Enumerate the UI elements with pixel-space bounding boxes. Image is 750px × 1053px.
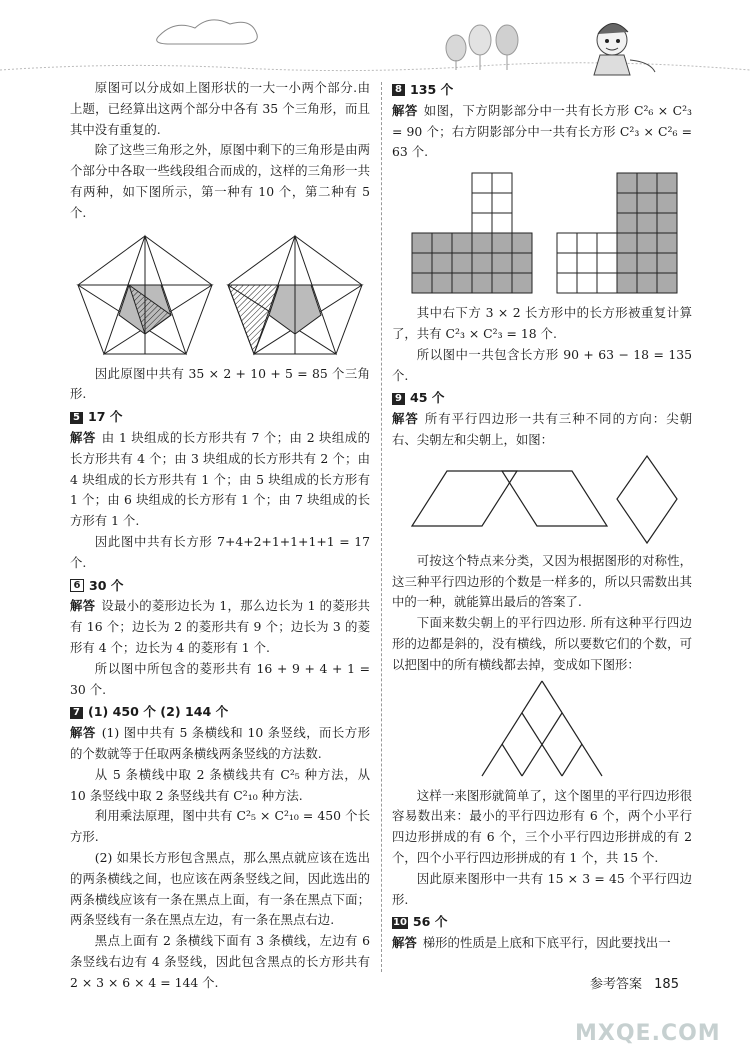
question-number: 8 xyxy=(392,84,405,96)
watermark-text: MXQE.COM xyxy=(575,1021,721,1046)
paragraph: 解答 所有平行四边形一共有三种不同的方向：尖朝右、尖朝左和尖朝上，如图： xyxy=(392,411,693,447)
pentagram-figure-2 xyxy=(228,236,362,354)
right-column xyxy=(392,78,692,954)
paragraph: 黑点上面有 2 条横线下面有 3 条横线，左边有 6 条竖线右边有 4 条竖线，因此包含黑点的长方形共有 2 × 3 × 6 × 4 = 144 个. xyxy=(70,933,370,990)
parallelogram-right xyxy=(412,471,517,526)
solution-label: 解答 xyxy=(70,429,96,445)
paragraph: 原图可以分成如上图形状的一大一小两个部分.由上题，已经算出这两个部分中各有 35 个三角形，而且其中没有重复的. xyxy=(70,80,370,137)
grid-figure-lower-shaded xyxy=(412,173,532,293)
paragraph: 因此原图中共有 35 × 2 + 10 + 5 = 85 个三角形. xyxy=(70,365,370,402)
solution-label: 解答 xyxy=(392,411,419,427)
question-10-header xyxy=(392,912,692,933)
paragraph: 因此原来图形中一共有 15 × 3 = 45 个平行四边形. xyxy=(392,870,692,907)
column-divider xyxy=(381,82,382,972)
paragraph: 解答 由 1 块组成的长方形共有 7 个；由 2 块组成的长方形共有 4 个；由 3 块组成的长方形共有 2 个；由 4 块组成的长方形共有 1 个；由 5 块组成的长方形有 1 个；由 6 块组成的长方形有 1 个；由 7 块组成的长方形有 1 个. xyxy=(70,429,370,529)
paragraph: 解答 梯形的性质是上底和下底平行，因此要找出一 xyxy=(392,935,671,951)
page-number: 185 xyxy=(654,977,679,992)
solution-label: 解答 xyxy=(392,102,418,118)
footer-label: 参考答案 xyxy=(590,977,643,992)
paragraph: 所以图中一共包含长方形 90 + 63 − 18 = 135 个. xyxy=(392,346,692,383)
question-answer: 56 个 xyxy=(412,914,448,930)
paragraph: 解答 设最小的菱形边长为 1，那么边长为 1 的菱形共有 16 个；边长为 2 的菱形共有 9 个；边长为 3 的菱形有 4 个；边长为 4 的菱形有 1 个. xyxy=(70,598,371,655)
paragraph: 可按这个特点来分类，又因为根据图形的对称性，这三种平行四边形的个数是一样多的，所以只需数出其中的一种，就能算出最后的答案了. xyxy=(392,552,692,610)
question-9-header xyxy=(392,388,692,409)
paragraph: (2) 如果长方形包含黑点，那么黑点就应该在选出的两条横线之间，也应该在两条竖线之间，因此选出的两条横线应该有一条在黑点上面，有一条在黑点下面；两条竖线有一条在黑点左边，有一条在黑点右边. xyxy=(70,849,370,928)
question-answer: 17 个 xyxy=(88,409,123,425)
paragraph: 其中右下方 3 × 2 长方形中的长方形被重复计算了，共有 C²₃ × C²₃ = 18 个. xyxy=(392,305,692,341)
paragraph: 解答 如图，下方阴影部分中一共有长方形 C²₆ × C²₃ = 90 个；右方阴影部分中一共有长方形 C²₃ × C²₆ = 63 个. xyxy=(392,102,693,160)
solution-label: 解答 xyxy=(392,935,417,951)
header-decoration xyxy=(0,0,750,82)
solution-label: 解答 xyxy=(70,598,96,614)
paragraph: 下面来数尖朝上的平行四边形. 所有这种平行四边形的边都是斜的，没有横线，所以要数它们的个数，可以把图中的所有横线都去掉，变成如下图形： xyxy=(392,615,692,672)
question-answer: (1) 450 个 (2) 144 个 xyxy=(88,704,229,720)
triangle-lattice-figure xyxy=(402,676,682,786)
parallelogram-left xyxy=(502,471,607,526)
question-7-header xyxy=(70,702,370,723)
parallelogram-up xyxy=(617,456,677,543)
paragraph: 从 5 条横线中取 2 条横线共有 C²₅ 种方法，从 10 条竖线中取 2 条竖线共有 C²₁₀ 种方法. xyxy=(70,766,370,803)
paragraph: 因此图中共有长方形 7+4+2+1+1+1+1 = 17 个. xyxy=(70,533,370,570)
question-5-header xyxy=(70,407,370,428)
paragraph: 除了这些三角形之外，原图中剩下的三角形是由两个部分中各取一些线段组合而成的，这样的三角形一共有两种，如下图所示，第一种有 10 个，第二种有 5 个. xyxy=(70,142,370,220)
shaded-grid-figures xyxy=(402,163,682,303)
pentagram-figures xyxy=(75,224,365,364)
solution-label: 解答 xyxy=(70,725,96,741)
question-answer: 45 个 xyxy=(410,390,445,406)
watermark xyxy=(575,985,745,1053)
question-answer: 135 个 xyxy=(410,82,454,97)
paragraph: 这样一来图形就简单了，这个图里的平行四边形很容易数出来：最小的平行四边形有 6 个，两个小平行四边形拼成的有 6 个，三个小平行四边形拼成的有 2 个，四个小平行四边形拼成的有 1 个，共 15 个. xyxy=(392,787,692,865)
question-number: 7 xyxy=(70,707,83,719)
question-answer: 30 个 xyxy=(89,577,124,593)
paragraph: 所以图中所包含的菱形共有 16 + 9 + 4 + 1 = 30 个. xyxy=(70,660,370,697)
question-number: 6 xyxy=(70,579,84,592)
parallelogram-directions-figure xyxy=(402,451,682,551)
question-8-header xyxy=(392,80,692,101)
grid-figure-right-shaded xyxy=(557,173,677,293)
question-6-header xyxy=(70,576,370,597)
pentagram-figure-1 xyxy=(78,236,212,354)
question-number: 10 xyxy=(393,916,407,928)
left-column xyxy=(70,78,370,993)
paragraph: 利用乘法原理，图中共有 C²₅ × C²₁₀ = 450 个长方形. xyxy=(70,808,370,845)
question-number: 9 xyxy=(392,393,405,405)
question-number: 5 xyxy=(70,412,83,424)
paragraph: 解答 (1) 图中共有 5 条横线和 10 条竖线，而长方形的个数就等于任取两条横线两条竖线的方法数. xyxy=(70,725,370,761)
cartoon-child-icon xyxy=(594,23,655,75)
